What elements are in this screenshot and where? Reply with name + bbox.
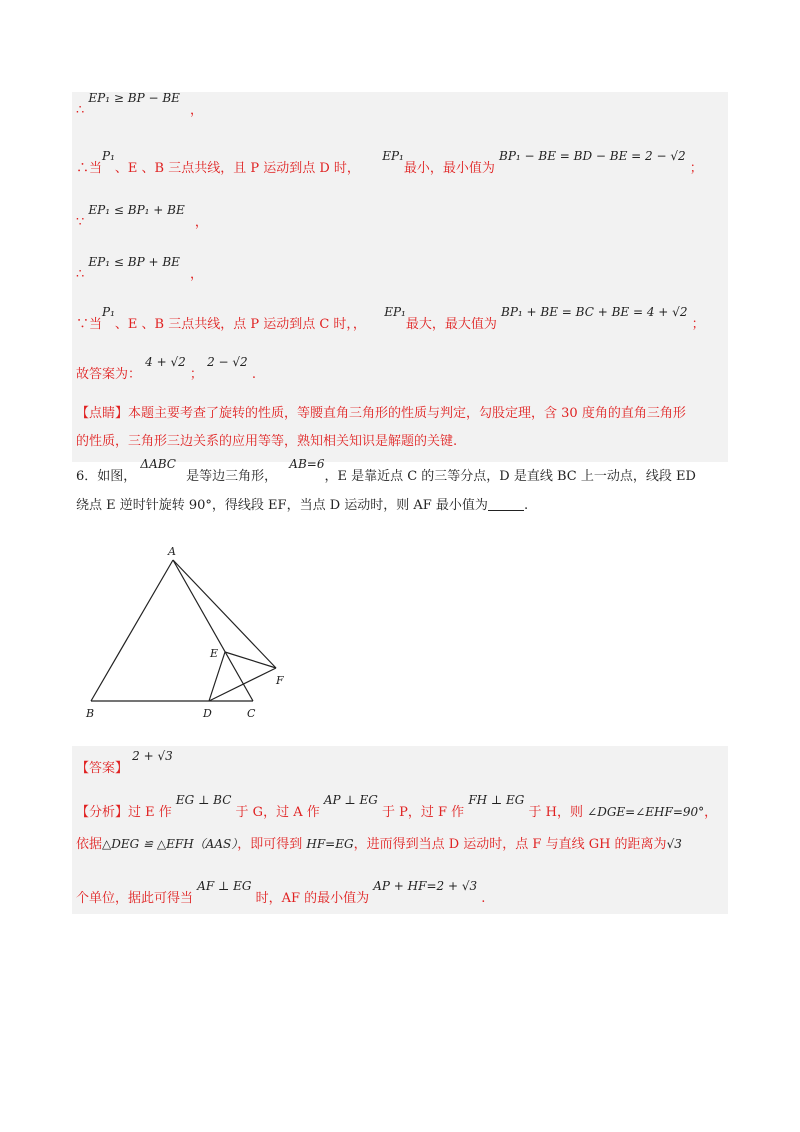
label-f: F	[276, 674, 284, 687]
solution-line-1: ∴ EP₁ ≥ BP − BE ，	[76, 91, 204, 118]
solution-answer-line: 故答案为： 4 + √2 ； 2 − √2 .	[76, 355, 256, 382]
label-a: A	[168, 545, 176, 558]
answer-blank	[488, 498, 524, 511]
analysis-line-2: 依据△DEG ≌ △EFH（AAS），即可得到 HF=EG，进而得到当点 D 运动时，点 F 与直线 GH 的距离为√3	[76, 837, 682, 852]
side-ab	[91, 560, 173, 701]
therefore-symbol: ∴	[76, 103, 85, 118]
solution-line-2: ∴当P₁、E 、B 三点共线，且 P 运动到点 D 时， EP₁最小，最小值为 BP₁ − BE = BD − BE = 2 − √2 ；	[76, 149, 703, 176]
solution-line-3: ∵ EP₁ ≤ BP₁ + BE ，	[76, 203, 208, 230]
segment-df	[209, 668, 276, 701]
minimum-value-formula: BP₁ − BE = BD − BE = 2 − √2	[499, 149, 686, 163]
answer-label: 【答案】	[76, 761, 129, 776]
maximum-value-formula: BP₁ + BE = BC + BE = 4 + √2	[501, 305, 688, 319]
question-number: 6．如图，	[76, 469, 137, 484]
key-point-line-1: 【点睛】本题主要考查了旋转的性质，等腰直角三角形的性质与判定，勾股定理，含 30 度角的直角三角形	[76, 406, 686, 421]
answer-line	[76, 749, 173, 779]
key-point-label: 【点睛】	[76, 406, 129, 421]
triangle-figure	[80, 540, 300, 725]
answer-value: 2 + √3	[132, 749, 173, 763]
analysis-line-3: 个单位，据此可得当 AF ⊥ EG 时，AF 的最小值为 AP + HF=2 + √3 .	[76, 879, 486, 906]
label-c: C	[247, 707, 256, 720]
because-symbol: ∵	[76, 215, 85, 230]
inequality-formula: EP₁ ≥ BP − BE	[88, 91, 180, 105]
solution-line-5: ∵当P₁、E 、B 三点共线，点 P 运动到点 C 时，， EP₁最大，最大值为 BP₁ + BE = BC + BE = 4 + √2 ；	[76, 305, 705, 332]
label-d: D	[203, 707, 212, 720]
analysis-line-1: 【分析】过 E 作 EG ⊥ BC 于 G，过 A 作 AP ⊥ EG 于 P，过 F 作 FH ⊥ EG 于 H，则 ∠DGE=∠EHF=90°，	[76, 793, 718, 820]
therefore-symbol: ∴	[76, 267, 85, 282]
label-e: E	[210, 647, 219, 660]
question-6-line-1: 6．如图， ΔABC 是等边三角形， AB=6，E 是靠近点 C 的三等分点，D 是直线 BC 上一动点，线段 ED	[76, 457, 696, 484]
solution-line-4: ∴ EP₁ ≤ BP + BE ，	[76, 255, 204, 282]
key-point-line-2: 的性质，三角形三边关系的应用等等，熟知相关知识是解题的关键.	[76, 434, 458, 449]
question-6-line-2: 绕点 E 逆时针旋转 90°，得线段 EF，当点 D 运动时，则 AF 最小值为 .	[76, 498, 529, 513]
analysis-label: 【分析】	[76, 805, 129, 820]
label-b: B	[86, 707, 95, 720]
